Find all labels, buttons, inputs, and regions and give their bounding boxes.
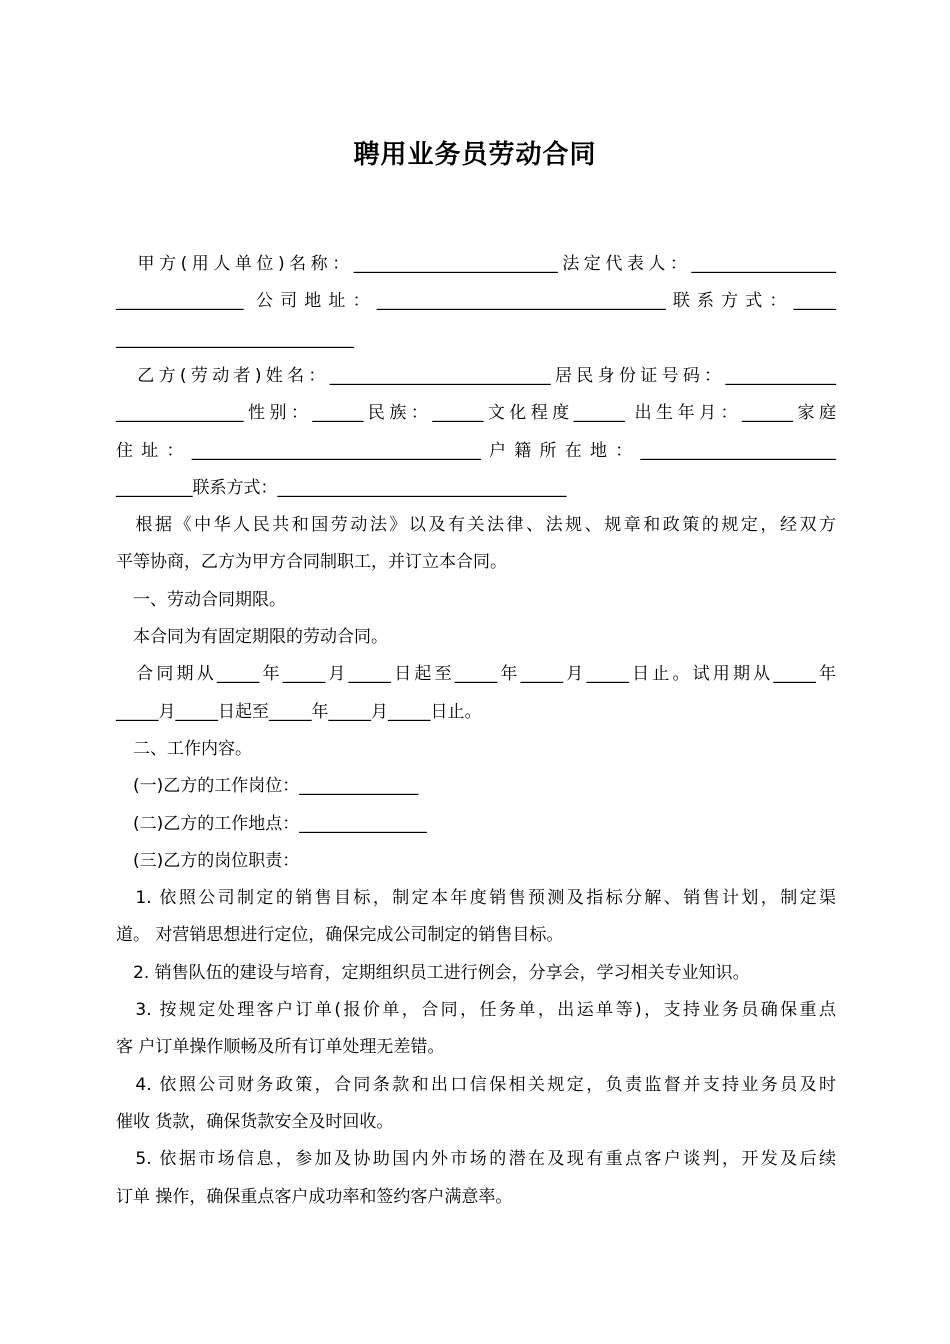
party-b-contact-line: _________联系方式：__________________________________ xyxy=(116,478,567,498)
contract-period-line-1: 合同期从_____年_____月_____日起至_____年_____月_____日止。试用期从_____年 xyxy=(116,664,836,684)
contract-type-text: 本合同为有固定期限的劳动合同。 xyxy=(116,627,388,647)
contract-period-line-2: _____月_____日起至_____年_____月_____日止。 xyxy=(116,702,482,722)
party-b-name-line: 乙方(劳动者)姓名：__________________________居民身份证号码：_____________ xyxy=(116,366,836,386)
work-location-line: (二)乙方的工作地点：_______________ xyxy=(116,814,427,834)
duties-heading: (三)乙方的岗位职责： xyxy=(116,851,300,871)
duty-5-line-2: 订单 操作，确保重点客户成功率和签约客户满意率。 xyxy=(116,1187,513,1207)
section-1-heading: 一、劳动合同期限。 xyxy=(116,590,286,610)
duty-1-line-1: 1. 依照公司制定的销售目标，制定本年度销售预测及指标分解、销售计划，制定渠 xyxy=(116,888,836,908)
party-a-name-line: 甲方(用人单位)名称：________________________法定代表人：_________________ xyxy=(116,254,836,274)
duty-1-line-2: 道。 对营销思想进行定位，确保完成公司制定的销售目标。 xyxy=(116,925,564,945)
section-2-heading: 二、工作内容。 xyxy=(116,739,252,759)
party-a-address-line: _______________ 公司地址：__________________________________联系方式：_____ xyxy=(116,291,836,311)
work-position-line: (一)乙方的工作岗位：______________ xyxy=(116,776,419,796)
duty-4-line-2: 催收 货款，确保货款安全及时回收。 xyxy=(116,1112,394,1132)
duty-3-line-2: 客 户订单操作顺畅及所有订单处理无差错。 xyxy=(116,1037,445,1057)
duty-2-line: 2. 销售队伍的建设与培育，定期组织员工进行例会，分享会，学习相关专业知识。 xyxy=(116,963,750,983)
document-title: 聘用业务员劳动合同 xyxy=(353,140,597,170)
party-b-details-line: _______________性别：______民族：______文化程度______ 出生年月：______家庭 xyxy=(116,403,836,423)
preamble-line-2: 平等协商，乙方为甲方合同制职工，并订立本合同。 xyxy=(116,552,507,572)
party-a-contact-line: ____________________________ xyxy=(116,329,354,349)
duty-3-line-1: 3. 按规定处理客户订单(报价单，合同，任务单，出运单等)，支持业务员确保重点 xyxy=(116,1000,836,1020)
preamble-line-1: 根据《中华人民共和国劳动法》以及有关法律、法规、规章和政策的规定，经双方 xyxy=(116,515,836,535)
duty-5-line-1: 5. 依据市场信息，参加及协助国内外市场的潜在及现有重点客户谈判，开发及后续 xyxy=(116,1149,836,1169)
party-b-address-line: 住址：__________________________________户籍所在地：_______________________ xyxy=(116,441,836,461)
duty-4-line-1: 4. 依照公司财务政策，合同条款和出口信保相关规定，负责监督并支持业务员及时 xyxy=(116,1075,836,1095)
